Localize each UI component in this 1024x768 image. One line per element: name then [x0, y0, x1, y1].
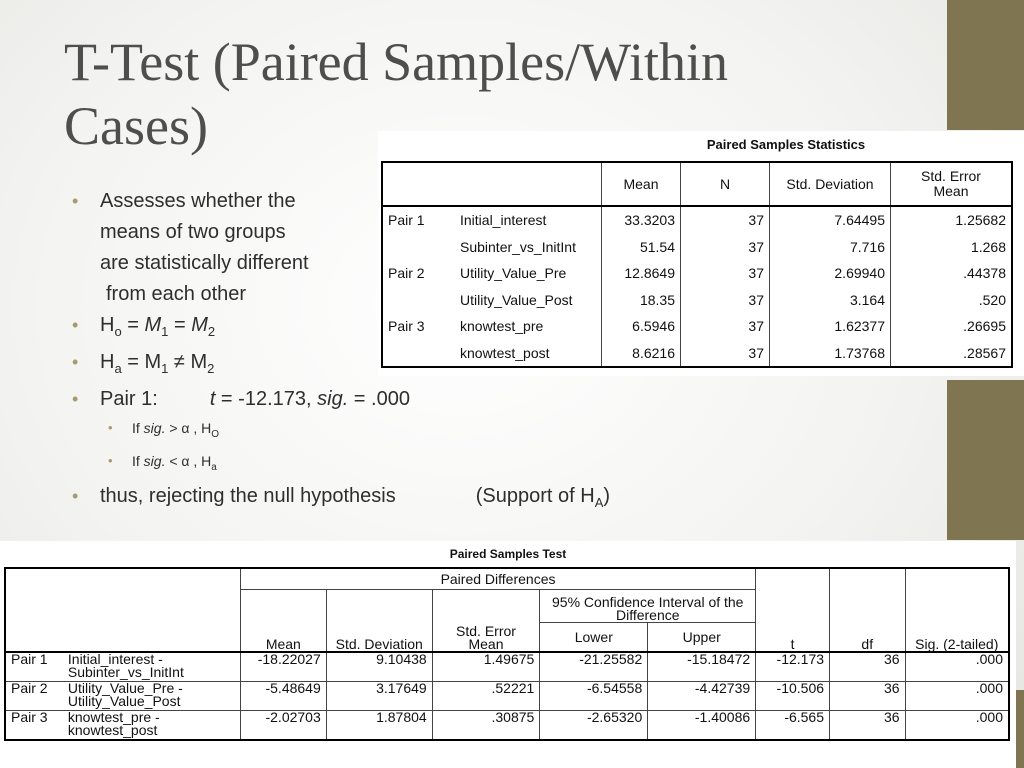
sd-cell: 3.17649	[326, 682, 432, 711]
sub2-if: If	[132, 452, 144, 469]
df-cell: 36	[830, 652, 906, 682]
se-cell: .26695	[891, 313, 1013, 340]
table-row	[382, 313, 1012, 340]
test-header-se-2: Mean	[468, 636, 504, 652]
support-close: )	[603, 484, 611, 507]
pair-label	[382, 287, 455, 314]
sig-cell: .000	[905, 652, 1009, 682]
test-header-upper: Upper	[648, 623, 756, 653]
n-cell: 37	[681, 287, 770, 314]
variable-name: Utility_Value_Pre	[460, 265, 567, 282]
table-row	[382, 206, 1012, 234]
sub1-rest: > α , H	[165, 420, 212, 436]
ho-s1: 1	[161, 324, 169, 339]
pair1-t: t	[209, 388, 216, 410]
variable-name: Utility_Value_Post	[460, 291, 573, 308]
sub-bullet-greater	[72, 415, 732, 448]
bullet-text-line: are statistically different	[100, 252, 309, 274]
pair-label: Pair 3	[388, 318, 425, 335]
se-cell: .44378	[891, 260, 1013, 287]
bullet-pair1	[72, 384, 732, 415]
sig-cell: .000	[905, 711, 1009, 741]
mean-cell: -18.22027	[240, 652, 326, 682]
variable-name: knowtest_post	[460, 344, 550, 361]
pair-label: Pair 2	[388, 265, 425, 282]
sub2-sub: a	[211, 461, 217, 473]
support-sub: A	[594, 494, 604, 510]
sd-cell: 7.64495	[770, 206, 891, 234]
test-header-mean: Mean	[240, 590, 326, 653]
ha-neq: ≠ M	[168, 351, 208, 373]
test-header-se-1: Std. Error	[456, 623, 516, 639]
stats-header-blank	[382, 162, 455, 206]
stats-header-se	[891, 162, 1013, 206]
variable-1: Initial_interest -	[67, 651, 163, 667]
table-row	[5, 711, 1009, 741]
t-cell: -12.173	[756, 652, 830, 682]
pair-label	[382, 234, 455, 261]
mean-cell: 6.5946	[602, 313, 681, 340]
sub-bullet-less	[72, 448, 732, 481]
upper-cell: -1.40086	[648, 711, 756, 741]
n-cell: 37	[681, 260, 770, 287]
table-row	[5, 682, 1009, 711]
conclusion-text: thus, rejecting the null hypothesis	[100, 484, 396, 507]
upper-cell: -15.18472	[648, 652, 756, 682]
se-cell: .30875	[432, 711, 540, 741]
sub2-sig: sig.	[143, 452, 166, 469]
table-row	[382, 234, 1012, 261]
table-row	[5, 652, 1009, 682]
test-table	[4, 567, 1010, 741]
variable-name: knowtest_pre	[460, 318, 544, 335]
variable-1: Utility_Value_Pre -	[67, 680, 183, 696]
se-cell: .52221	[432, 682, 540, 711]
lower-cell: -21.25582	[540, 652, 648, 682]
pair1-label: Pair 1:	[100, 388, 158, 410]
mean-cell: 18.35	[602, 287, 681, 314]
accent-bar-middle	[947, 380, 1024, 540]
sd-cell: 3.164	[770, 287, 891, 314]
stats-header-se-1: Std. Error	[921, 168, 981, 184]
n-cell: 37	[681, 234, 770, 261]
stats-header-row	[382, 162, 1012, 206]
bullet-text-line: from each other	[106, 283, 247, 305]
n-cell: 37	[681, 206, 770, 234]
mean-cell: 8.6216	[602, 340, 681, 368]
variable-2: Subinter_vs_InitInt	[67, 664, 184, 680]
mean-cell: 33.3203	[602, 206, 681, 234]
test-header-ci-1: 95% Confidence Interval of the	[552, 594, 744, 610]
stats-header-se-2: Mean	[933, 183, 969, 199]
sub1-sub: O	[211, 428, 220, 440]
support-text: (Support of H	[475, 484, 595, 507]
test-header-t: t	[756, 568, 830, 652]
stats-header-n: N	[681, 162, 770, 206]
sd-cell: 9.10438	[326, 652, 432, 682]
sub1-sig: sig.	[143, 420, 166, 436]
test-header-df: df	[830, 568, 906, 652]
variable-name: Subinter_vs_InitInt	[460, 238, 576, 255]
sd-cell: 7.716	[770, 234, 891, 261]
test-caption: Paired Samples Test	[449, 547, 567, 561]
sd-cell: 1.87804	[326, 711, 432, 741]
ho-sub: o	[114, 324, 122, 339]
se-cell: .28567	[891, 340, 1013, 368]
stats-header-sd: Std. Deviation	[770, 162, 891, 206]
sig-cell: .000	[905, 682, 1009, 711]
title-line-1: T-Test (Paired Samples/Within	[64, 32, 728, 92]
stats-header-mean: Mean	[602, 162, 681, 206]
se-cell: 1.49675	[432, 652, 540, 682]
ha-s1: 1	[161, 361, 169, 376]
mean-cell: 12.8649	[602, 260, 681, 287]
table-row	[382, 287, 1012, 314]
stats-caption: Paired Samples Statistics	[706, 137, 866, 152]
test-header-ci	[540, 590, 756, 623]
ho-s2: 2	[207, 324, 216, 339]
ha-h: H	[100, 351, 115, 373]
test-header-se	[432, 590, 540, 653]
sub1-if: If	[132, 420, 144, 436]
lower-cell: -2.65320	[540, 711, 648, 741]
sd-cell: 2.69940	[770, 260, 891, 287]
pair-label	[382, 340, 455, 368]
pair-label: Pair 1	[382, 206, 455, 234]
sd-cell: 1.62377	[770, 313, 891, 340]
bullet-conclusion	[72, 481, 732, 518]
paired-samples-test	[0, 541, 1016, 768]
sd-cell: 1.73768	[770, 340, 891, 368]
pair1-sig-value: = .000	[348, 388, 410, 410]
title-line-2: Cases)	[64, 96, 208, 156]
se-cell: 1.25682	[891, 206, 1013, 234]
test-header-sd: Std. Deviation	[326, 590, 432, 653]
bullet-text-line: Assesses whether the	[100, 190, 296, 212]
pair-variables	[63, 652, 241, 682]
df-cell: 36	[830, 711, 906, 741]
ha-s2: 2	[207, 361, 215, 376]
t-cell: -6.565	[756, 711, 830, 741]
variable-1: knowtest_pre -	[67, 709, 160, 725]
df-cell: 36	[830, 682, 906, 711]
upper-cell: -4.42739	[648, 682, 756, 711]
n-cell: 37	[681, 340, 770, 368]
test-header-paired-differences: Paired Differences	[240, 568, 755, 590]
pair-label: Pair 1	[5, 652, 63, 682]
ha-sub: a	[114, 361, 122, 376]
se-cell: 1.268	[891, 234, 1013, 261]
pair-variables	[63, 682, 241, 711]
ho-m1: M	[144, 314, 162, 336]
n-cell: 37	[681, 313, 770, 340]
ho-eq2: =	[168, 314, 192, 336]
lower-cell: -6.54558	[540, 682, 648, 711]
ho-h: H	[100, 314, 115, 336]
mean-cell: 51.54	[602, 234, 681, 261]
accent-bar-top	[947, 0, 1024, 130]
pair1-sig: sig.	[317, 388, 349, 410]
sub2-rest: < α , H	[165, 452, 212, 469]
variable-name: Initial_interest	[455, 206, 602, 234]
paired-samples-statistics	[378, 131, 1024, 376]
ho-eq: =	[121, 314, 145, 336]
pair-variables	[63, 711, 241, 741]
ha-text: = M	[121, 351, 162, 373]
test-header-blank	[5, 568, 240, 652]
variable-2: Utility_Value_Post	[67, 693, 181, 709]
t-cell: -10.506	[756, 682, 830, 711]
mean-cell: -2.02703	[240, 711, 326, 741]
pair1-t-value: = -12.173,	[215, 388, 318, 410]
test-header-lower: Lower	[540, 623, 648, 653]
pair-label: Pair 3	[5, 711, 63, 741]
se-cell: .520	[891, 287, 1013, 314]
mean-cell: -5.48649	[240, 682, 326, 711]
ho-m2: M	[191, 314, 208, 336]
bullet-text-line: means of two groups	[100, 221, 286, 243]
table-row	[382, 260, 1012, 287]
stats-table	[381, 161, 1013, 368]
stats-header-blank	[455, 162, 602, 206]
test-header-sig: Sig. (2-tailed)	[905, 568, 1009, 652]
variable-2: knowtest_post	[67, 722, 158, 738]
pair-label: Pair 2	[5, 682, 63, 711]
table-row	[382, 340, 1012, 368]
test-header-ci-2: Difference	[615, 607, 680, 623]
